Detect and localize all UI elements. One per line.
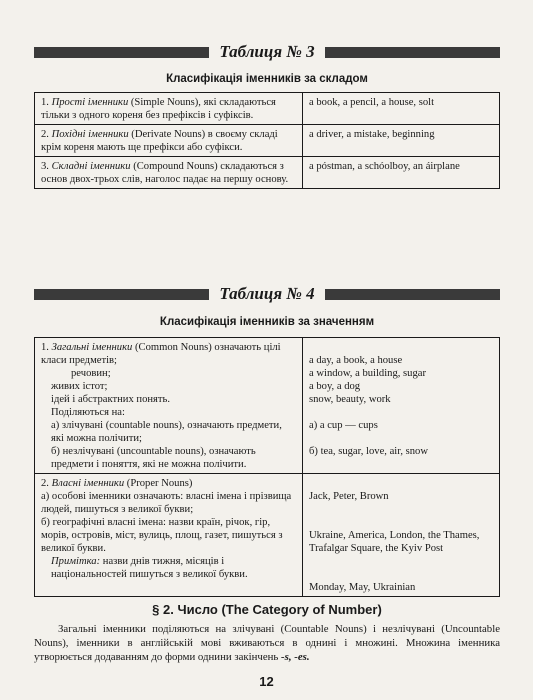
list-item: живих істот; [51, 381, 108, 392]
description: (Proper Nouns) [124, 478, 193, 489]
table-cell [35, 157, 303, 189]
row-number: 1. [41, 97, 52, 108]
table-cell [303, 125, 500, 157]
row-number: 2. [41, 129, 52, 140]
table-cell [303, 474, 500, 597]
table-cell [35, 338, 303, 474]
description: (Compound Nouns) складаються з основ двох-трьох слів, наголос падає на першу основу. [41, 161, 289, 185]
heading-bar-left [34, 289, 209, 300]
table-cell [303, 157, 500, 189]
table-4-subtitle: Класифікація іменників за значенням [159, 316, 375, 328]
table-3-subtitle: Класифікація іменників за складом [166, 73, 368, 85]
table-row [35, 157, 500, 189]
section-heading: § 2. Число (The Category of Number) [152, 602, 382, 617]
heading-bar-right [325, 47, 500, 58]
term: Прості іменники [51, 97, 129, 108]
table-row [35, 93, 500, 125]
example: a window, a building, sugar [309, 368, 427, 379]
subheading: Поділяються на: [51, 407, 125, 418]
term: Похідні іменники [51, 129, 129, 140]
list-item: а) злічувані (countable nouns), означають предмети, які можна полічити; [51, 420, 282, 444]
table-row [35, 338, 500, 474]
table-cell [303, 93, 500, 125]
example: Jack, Peter, Brown [309, 491, 389, 502]
example: a) a cup — cups [309, 420, 378, 431]
examples: a book, a pencil, a house, solt [309, 97, 435, 108]
description: (Derivate Nouns) в своєму складі крім кореня мають ще префікси або суфікси. [41, 129, 278, 153]
description: (Simple Nouns), які складаються тільки з одного кореня без префіксів і суфіксів. [41, 97, 276, 121]
example: Ukraine, America, London, the Thames, [309, 530, 480, 541]
examples: a driver, a mistake, beginning [309, 129, 435, 140]
table-4-heading [34, 283, 500, 305]
example: snow, beauty, work [309, 394, 391, 405]
note-label: Примітка: [51, 556, 101, 567]
paragraph-text: Загальні іменники поділяються на злічувані (Countable Nouns) і незлічувані (Uncountable Nouns), іменники в англійській мові вживаються в однині і множині. Множина іменника утворюється додаванням до форми однини закінчень [34, 623, 500, 663]
row-number: 2. [41, 478, 52, 489]
section-paragraph [34, 622, 500, 664]
example: a boy, a dog [309, 381, 361, 392]
term: Складні іменники [51, 161, 131, 172]
table-3-title: Таблиця № 3 [219, 42, 315, 61]
row-number: 1. [41, 342, 52, 353]
table-3-heading [34, 41, 500, 63]
table-4 [34, 337, 500, 597]
examples: a póstman, a schóolboy, an áirplane [309, 161, 460, 172]
table-row [35, 125, 500, 157]
heading-bar-left [34, 47, 209, 58]
example: a day, a book, a house [309, 355, 403, 366]
description: (Common Nouns) означають цілі класи предметів; [41, 342, 281, 366]
page-number: 12 [259, 674, 274, 689]
endings: -s, -es. [281, 651, 310, 663]
heading-bar-right [325, 289, 500, 300]
example: Trafalgar Square, the Kyiv Post [309, 543, 444, 554]
table-cell [35, 93, 303, 125]
example: б) tea, sugar, love, air, snow [309, 446, 428, 457]
table-row [35, 474, 500, 597]
example: Monday, May, Ukrainian [309, 582, 416, 593]
list-item: ідей і абстрактних понять. [51, 394, 171, 405]
table-3 [34, 92, 500, 189]
list-item: б) географічні власні імена: назви країн, річок, гір, морів, островів, міст, вулиць, площ, газет, пишуться з великої букви. [41, 517, 283, 554]
term: Загальні іменники [51, 342, 133, 353]
list-item: б) незлічувані (uncountable nouns), означають предмети і поняття, які не можна полічити. [51, 446, 256, 470]
row-number: 3. [41, 161, 52, 172]
table-4-title: Таблиця № 4 [219, 284, 315, 303]
table-cell [35, 474, 303, 597]
table-cell [303, 338, 500, 474]
table-cell [35, 125, 303, 157]
list-item: речовин; [71, 368, 111, 379]
note-text: назви днів тижня, місяців і національностей пишуться з великої букви. [51, 556, 248, 580]
list-item: а) особові іменники означають: власні імена і прізвища людей, пишуться з великої букви; [41, 491, 292, 515]
term: Власні іменники [51, 478, 125, 489]
